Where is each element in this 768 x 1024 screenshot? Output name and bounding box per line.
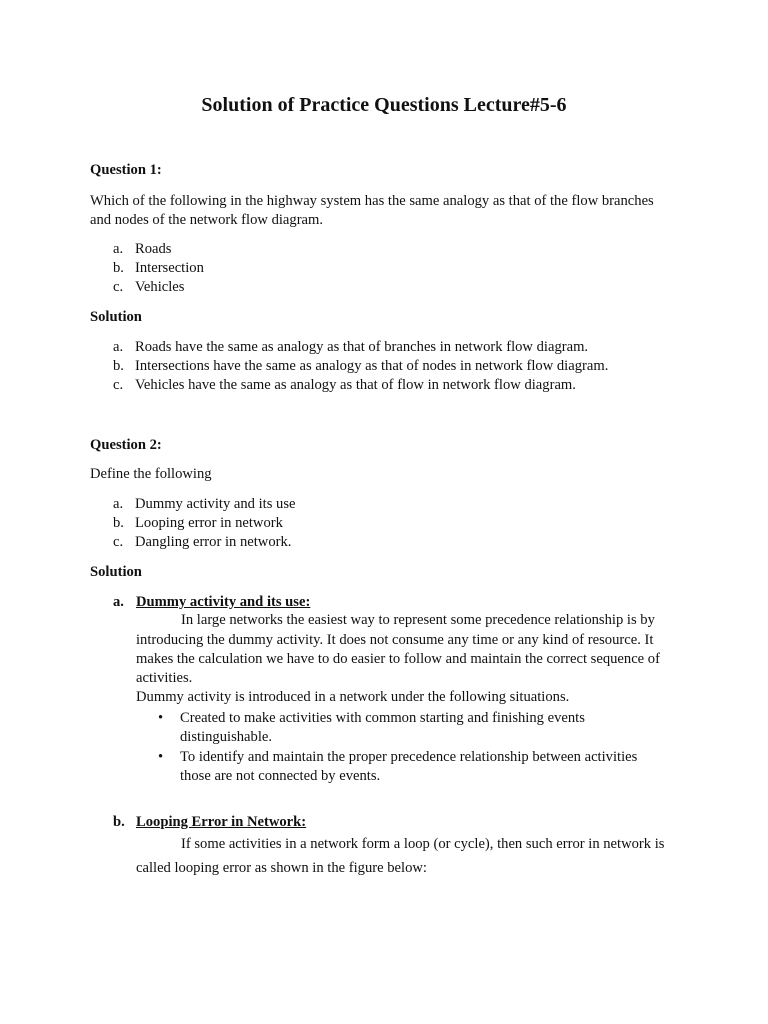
part-a-bullet bbox=[158, 709, 678, 749]
part-b-line: If some activities in a network form a loop (or cycle), then such error in network is bbox=[181, 836, 665, 852]
option-marker: a. bbox=[113, 496, 124, 512]
solution-marker: c. bbox=[113, 377, 124, 393]
question-1-prompt-line-2: and nodes of the network flow diagram. bbox=[90, 212, 324, 228]
option-marker: a. bbox=[113, 241, 124, 257]
part-b-line: called looping error as shown in the figure below: bbox=[136, 860, 427, 876]
part-b-heading: Looping Error in Network: bbox=[136, 814, 307, 830]
bullet-dot-icon: • bbox=[158, 749, 164, 765]
option-marker: b. bbox=[113, 260, 124, 276]
bullet-text-line: To identify and maintain the proper precedence relationship between activities bbox=[180, 749, 638, 765]
solution-marker: b. bbox=[113, 358, 124, 374]
bullet-text-line: Created to make activities with common starting and finishing events bbox=[180, 710, 585, 726]
part-a-line: activities. bbox=[136, 670, 193, 686]
bullet-text-line: distinguishable. bbox=[180, 729, 273, 745]
part-a-heading: Dummy activity and its use: bbox=[136, 594, 311, 610]
solution-text: Vehicles have the same as analogy as that of flow in network flow diagram. bbox=[135, 377, 576, 393]
part-a-line: In large networks the easiest way to represent some precedence relationship is by bbox=[181, 612, 655, 628]
question-2-heading: Question 2: bbox=[90, 437, 162, 453]
option-marker: c. bbox=[113, 534, 124, 550]
option-text: Intersection bbox=[135, 260, 204, 276]
option-marker: c. bbox=[113, 279, 124, 295]
solution-text: Roads have the same as analogy as that of branches in network flow diagram. bbox=[135, 339, 589, 355]
solution-marker: a. bbox=[113, 339, 124, 355]
solution-text: Intersections have the same as analogy as that of nodes in network flow diagram. bbox=[135, 358, 609, 374]
option-marker: b. bbox=[113, 515, 124, 531]
bullet-text-line: those are not connected by events. bbox=[180, 768, 381, 784]
part-a-line: introducing the dummy activity. It does not consume any time or any kind of resource. It bbox=[136, 632, 654, 648]
option-text: Dummy activity and its use bbox=[135, 496, 296, 512]
part-a-intro: Dummy activity is introduced in a network under the following situations. bbox=[136, 689, 570, 705]
option-text: Roads bbox=[135, 241, 172, 257]
part-a-marker: a. bbox=[113, 594, 124, 610]
part-a-bullet bbox=[158, 748, 678, 788]
part-b-marker: b. bbox=[113, 814, 125, 830]
question-1-heading: Question 1: bbox=[90, 162, 162, 178]
option-text: Looping error in network bbox=[135, 515, 283, 531]
option-text: Vehicles bbox=[135, 279, 185, 295]
part-a-line: makes the calculation we have to do easier to follow and maintain the correct sequence of bbox=[136, 651, 660, 667]
question-2-prompt: Define the following bbox=[90, 466, 212, 482]
option-text: Dangling error in network. bbox=[135, 534, 292, 550]
question-1-solution-heading: Solution bbox=[90, 309, 142, 325]
question-2-solution-heading: Solution bbox=[90, 564, 142, 580]
question-1-prompt-line-1: Which of the following in the highway system has the same analogy as that of the flow branches bbox=[90, 193, 654, 209]
bullet-dot-icon: • bbox=[158, 710, 164, 726]
document-title: Solution of Practice Questions Lecture#5-6 bbox=[201, 94, 567, 116]
